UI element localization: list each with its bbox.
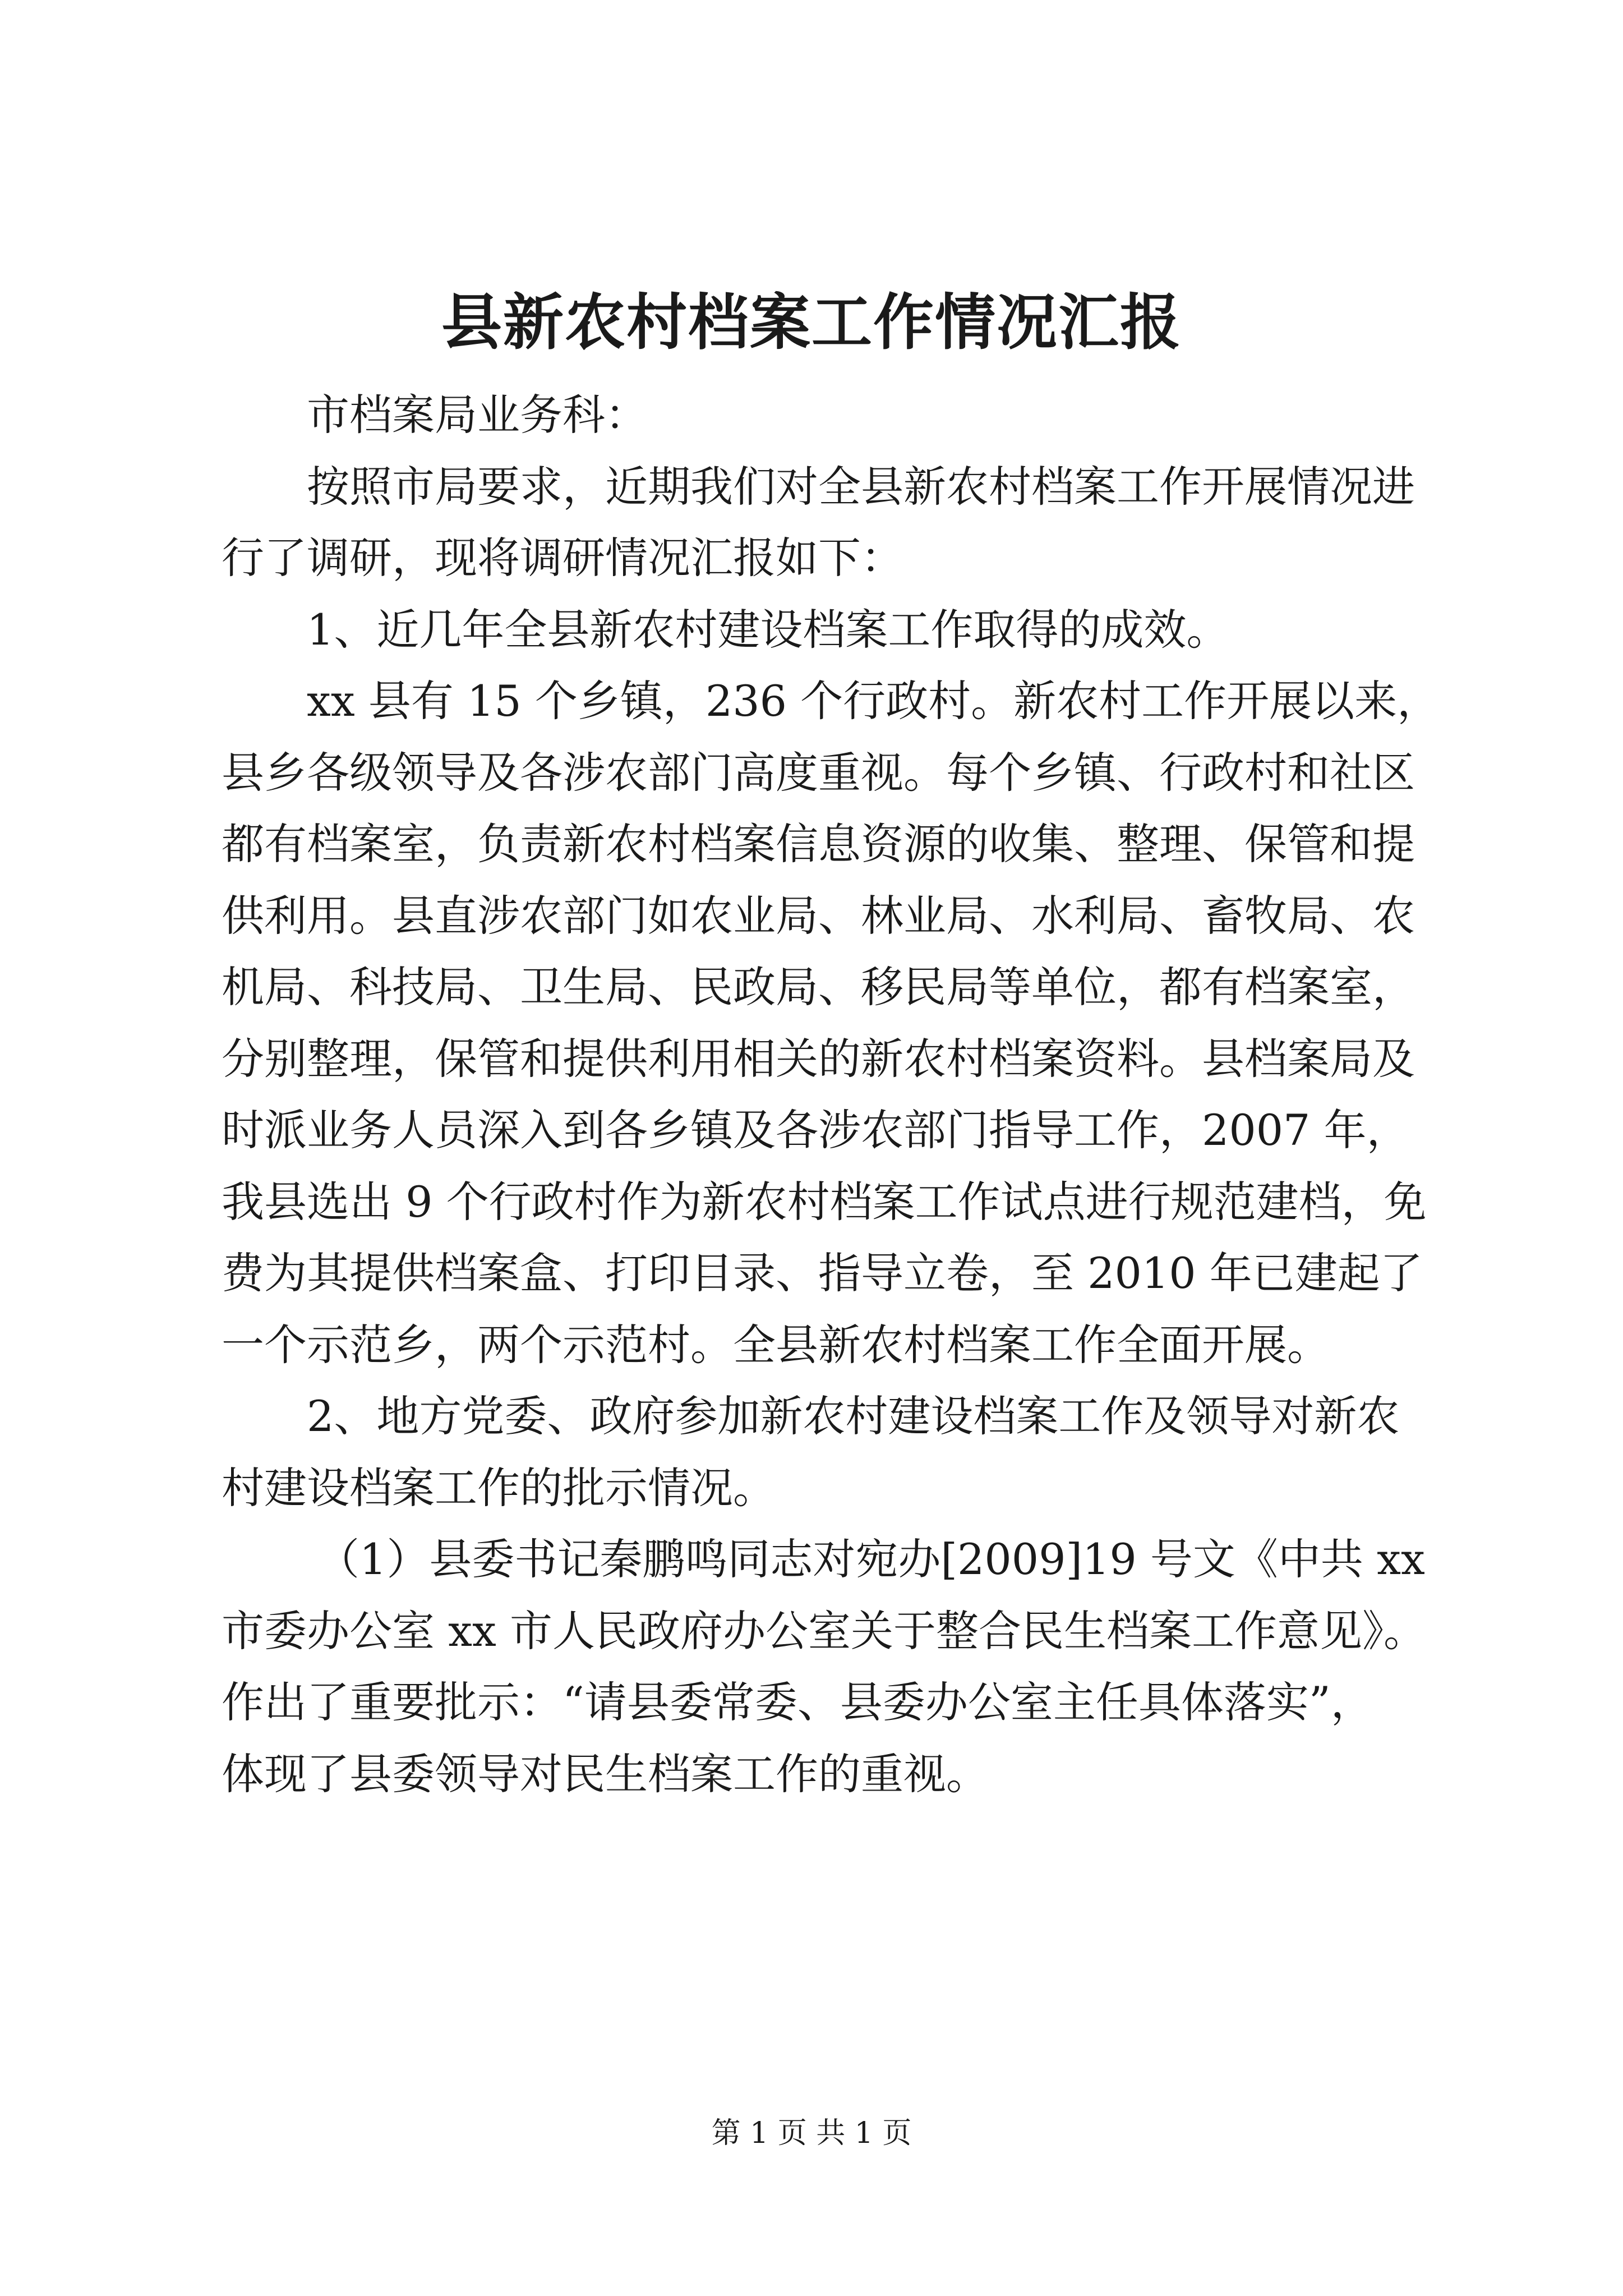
- document-title: 县新农村档案工作情况汇报: [441, 287, 1182, 358]
- body-line: 一个示范乡，两个示范村。全县新农村档案工作全面开展。: [222, 1319, 1330, 1370]
- body-line: 1、近几年全县新农村建设档案工作取得的成效。: [307, 604, 1229, 655]
- body-line: 都有档案室，负责新农村档案信息资源的收集、整理、保管和提: [222, 819, 1415, 869]
- body-line: 2、地方党委、政府参加新农村建设档案工作及领导对新农: [307, 1391, 1400, 1441]
- body-line: 县乡各级领导及各涉农部门高度重视。每个乡镇、行政村和社区: [222, 747, 1415, 798]
- body-line: 我县选出 9 个行政村作为新农村档案工作试点进行规范建档，免: [222, 1176, 1427, 1227]
- body-line: 时派业务人员深入到各乡镇及各涉农部门指导工作，2007 年，: [222, 1105, 1409, 1155]
- body-line: 机局、科技局、卫生局、民政局、移民局等单位，都有档案室，: [222, 962, 1415, 1012]
- body-line: （1）县委书记秦鹏鸣同志对宛办[2009]19 号文《中共 xx: [317, 1534, 1425, 1584]
- body-line: 供利用。县直涉农部门如农业局、林业局、水利局、畜牧局、农: [222, 890, 1415, 941]
- body-line: 市档案局业务科：: [307, 390, 648, 440]
- body-line: 作出了重要批示：“请县委常委、县委办公室主任具体落实”，: [222, 1677, 1373, 1727]
- body-line: 市委办公室 xx 市人民政府办公室关于整合民生档案工作意见》。: [222, 1605, 1427, 1656]
- body-line: xx 县有 15 个乡镇，236 个行政村。新农村工作开展以来，: [307, 676, 1440, 726]
- body-line: 按照市局要求，近期我们对全县新农村档案工作开展情况进: [307, 461, 1415, 512]
- body-line: 村建设档案工作的批示情况。: [222, 1462, 776, 1513]
- body-line: 行了调研，现将调研情况汇报如下：: [222, 533, 903, 583]
- page-footer: 第 1 页 共 1 页: [711, 2116, 912, 2150]
- document-body: [222, 379, 1440, 1810]
- body-line: 体现了县委领导对民生档案工作的重视。: [222, 1749, 989, 1799]
- body-line: 分别整理，保管和提供利用相关的新农村档案资料。县档案局及: [222, 1033, 1415, 1084]
- body-line: 费为其提供档案盒、打印目录、指导立卷，至 2010 年已建起了: [222, 1248, 1423, 1298]
